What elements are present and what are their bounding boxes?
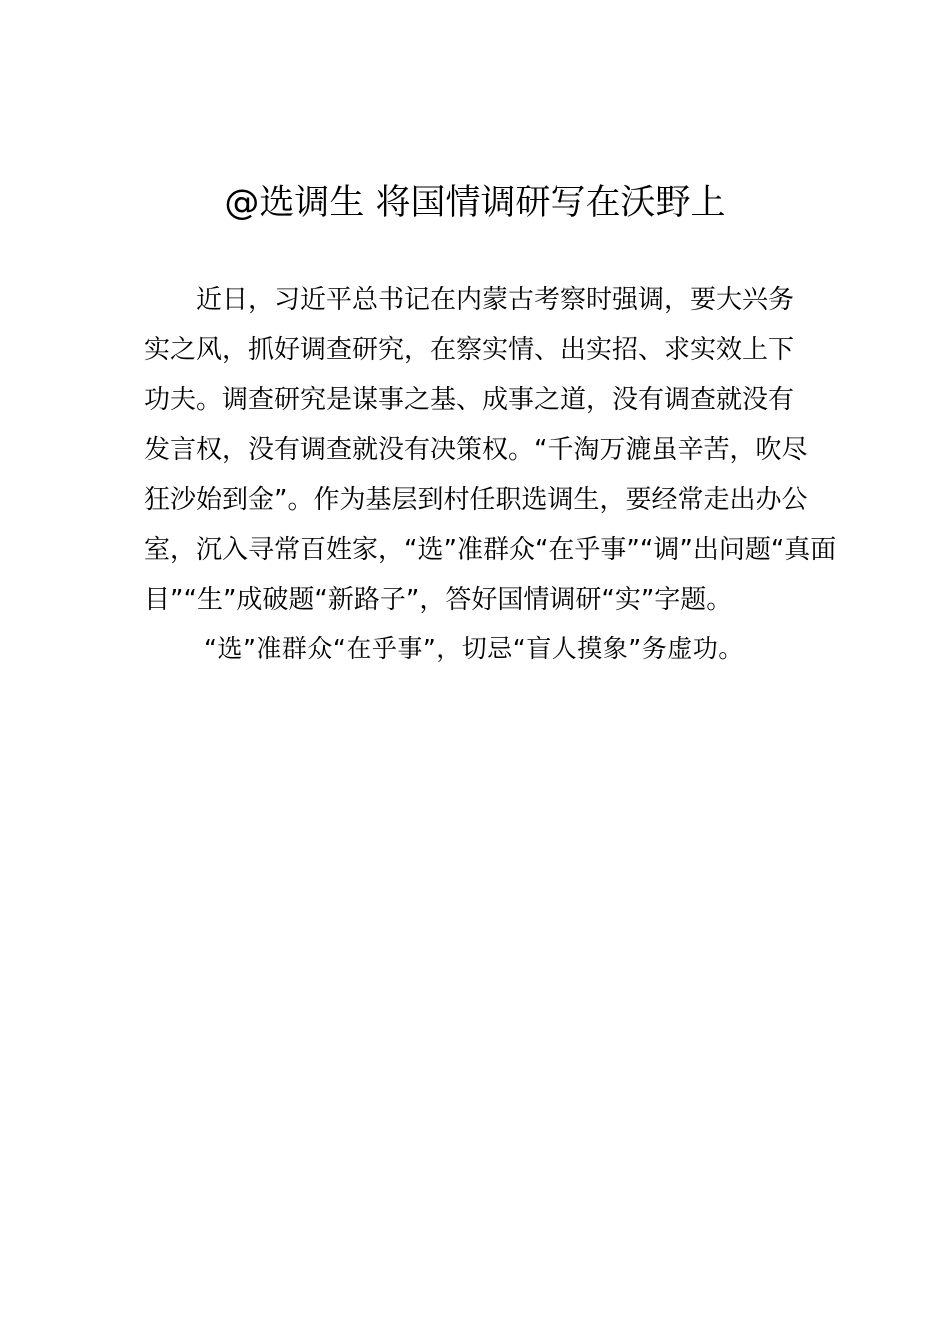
paragraph-1 [144, 275, 837, 625]
paragraph-1-line-4: 发言权，没有调查就没有决策权。“千淘万漉虽辛苦，吹尽 [144, 435, 808, 465]
paragraph-2-heading: “选”准群众“在乎事”，切忌“盲人摸象”务虚功。 [204, 634, 744, 663]
paragraph-1-line-1: 近日，习近平总书记在内蒙古考察时强调，要大兴务 [196, 285, 795, 315]
paragraph-1-line-3: 功夫。调查研究是谋事之基、成事之道，没有调查就没有 [144, 385, 795, 415]
paragraph-1-line-7: 目”“生”成破题“新路子”，答好国情调研“实”字题。 [144, 585, 733, 615]
paragraph-1-line-2: 实之风，抓好调查研究，在察实情、出实招、求实效上下 [144, 335, 795, 365]
paragraph-1-line-6: 室，沉入寻常百姓家，“选”准群众“在乎事”“调”出问题“真面 [144, 535, 837, 565]
paragraph-1-line-5: 狂沙始到金”。作为基层到村任职选调生，要经常走出办公 [144, 485, 808, 515]
document-title: @选调生 将国情调研写在沃野上 [224, 183, 726, 223]
